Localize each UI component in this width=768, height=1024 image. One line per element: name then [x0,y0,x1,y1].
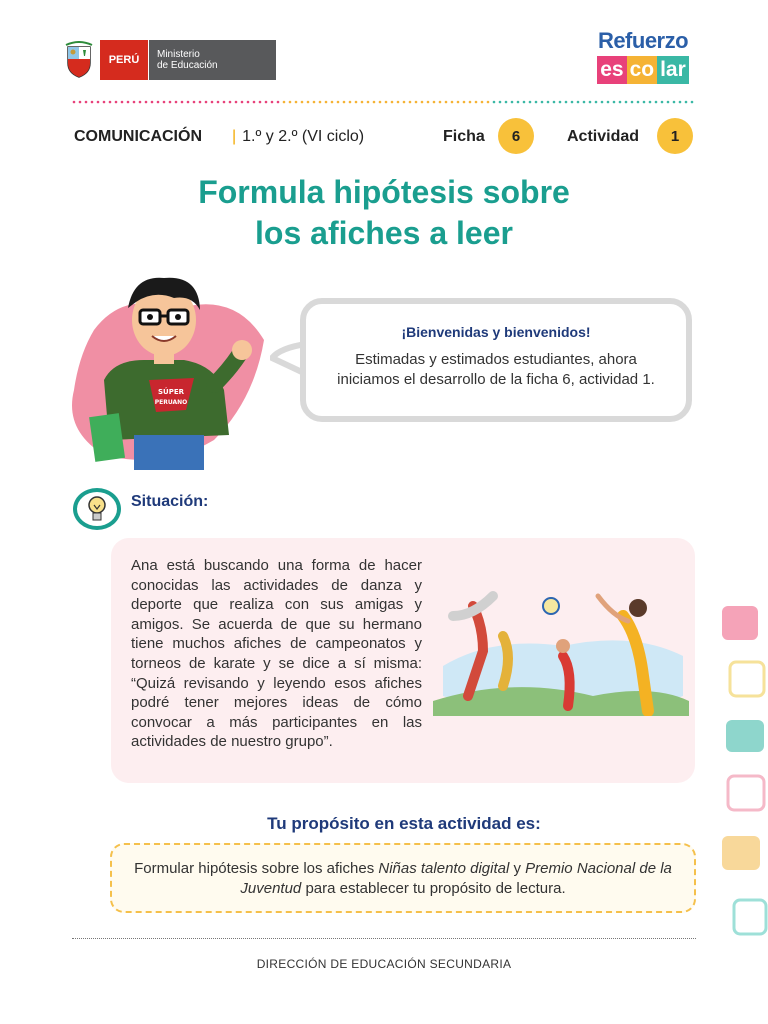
divider-dot [607,101,610,104]
divider-dot [601,101,604,104]
divider-dot [73,101,76,104]
subject-label: COMUNICACIÓN [74,128,202,145]
footer-divider [72,938,696,939]
divider-dot [325,101,328,104]
divider-dot [289,101,292,104]
divider-dot [595,101,598,104]
divider-dot [121,101,124,104]
divider-dot [115,101,118,104]
divider-dot [565,101,568,104]
divider-dot [307,101,310,104]
divider-dot [181,101,184,104]
situation-text: Ana está buscando una forma de hacer conocidas las actividades de danza y deporte que realiza con sus amigas y amigos. Se acuerda de que su hermano tiene muchos afiches de campeonatos y torneos de karate y se dice a sí misma: “Quizá revisando y leyendo esos afiches podré tener mejores ideas de cómo convocar a más participantes en las actividades de nuestro grupo”. [131,557,422,751]
divider-dot [643,101,646,104]
title-line2: los afiches a leer [255,215,513,251]
divider-dot [427,101,430,104]
divider-dot [241,101,244,104]
page-title [120,172,648,254]
welcome-message: Estimadas y estimados estudiantes, ahora iniciamos el desarrollo de la ficha 6, actividad 1. [337,351,655,388]
divider-dot [523,101,526,104]
divider-dot [403,101,406,104]
welcome-speech-bubble [300,298,692,422]
divider-dot [433,101,436,104]
divider-dot [169,101,172,104]
divider-dot [421,101,424,104]
purpose-poster1: Niñas talento digital [378,860,510,877]
header-divider [72,100,696,104]
divider-dot [229,101,232,104]
divider-dot [97,101,100,104]
divider-dot [337,101,340,104]
divider-dot [367,101,370,104]
divider-dot [385,101,388,104]
purpose-poster2: Premio Nacional de la Juventud [240,860,672,897]
divider-dot [163,101,166,104]
refuerzo-escolar-logo [590,28,696,88]
decorative-puzzle-pieces [716,598,768,948]
divider-dot [133,101,136,104]
divider-dot [475,101,478,104]
divider-dot [445,101,448,104]
divider-dot [583,101,586,104]
situation-box [111,538,695,783]
divider-dot [379,101,382,104]
divider-dot [679,101,682,104]
divider-dot [463,101,466,104]
divider-dot [493,101,496,104]
purpose-text-part1: Formular hipótesis sobre los afiches [134,860,379,877]
divider-dot [283,101,286,104]
divider-dot [205,101,208,104]
divider-dot [223,101,226,104]
divider-dot [277,101,280,104]
shirt-logo-line2: PERUANO [154,399,188,406]
divider-dot [253,101,256,104]
divider-dot [355,101,358,104]
divider-dot [139,101,142,104]
divider-dot [625,101,628,104]
divider-dot [547,101,550,104]
divider-dot [667,101,670,104]
ficha-number-badge: 6 [498,118,534,154]
student-character-illustration [64,270,274,470]
shirt-logo-line1: SÚPER [157,388,185,396]
purpose-text [132,859,674,899]
divider-dot [517,101,520,104]
divider-dot [619,101,622,104]
ministry-line1: Ministerio [157,49,200,60]
divider-dot [199,101,202,104]
purpose-text-part3: para establecer tu propósito de lectura. [301,880,566,897]
divider-dot [535,101,538,104]
divider-dot [553,101,556,104]
divider-dot [391,101,394,104]
divider-dot [409,101,412,104]
purpose-title: Tu propósito en esta actividad es: [267,814,541,833]
activity-label: Actividad [567,128,640,145]
divider-dot [373,101,376,104]
divider-dot [631,101,634,104]
divider-dot [361,101,364,104]
divider-dot [319,101,322,104]
situation-title: Situación: [131,493,209,510]
divider-dot [571,101,574,104]
divider-dot [271,101,274,104]
divider-dot [481,101,484,104]
divider-dot [673,101,676,104]
divider-dot [541,101,544,104]
divider-dot [211,101,214,104]
divider-dot [193,101,196,104]
lightbulb-icon [72,486,122,532]
brand-piece-1: es [597,56,626,84]
divider-dot [295,101,298,104]
divider-dot [265,101,268,104]
divider-dot [235,101,238,104]
divider-dot [331,101,334,104]
divider-dot [157,101,160,104]
sports-dance-illustration [433,576,689,716]
divider-dot [85,101,88,104]
divider-dot [691,101,694,104]
welcome-heading: ¡Bienvenidas y bienvenidos! [401,324,591,340]
divider-dot [187,101,190,104]
ministry-line2: de Educación [157,60,218,71]
separator: | [232,128,237,145]
divider-dot [559,101,562,104]
divider-dot [487,101,490,104]
divider-dot [655,101,658,104]
brand-line1: Refuerzo [597,28,689,53]
title-line1: Formula hipótesis sobre [198,174,570,210]
grade-text: 1.º y 2.º (VI ciclo) [242,128,365,145]
ficha-label: Ficha [443,128,485,145]
divider-dot [103,101,106,104]
divider-dot [649,101,652,104]
divider-dot [577,101,580,104]
divider-dot [175,101,178,104]
divider-dot [127,101,130,104]
divider-dot [259,101,262,104]
divider-dot [91,101,94,104]
divider-dot [145,101,148,104]
divider-dot [505,101,508,104]
divider-dot [511,101,514,104]
divider-dot [451,101,454,104]
divider-dot [217,101,220,104]
divider-dot [397,101,400,104]
government-logo [64,40,276,80]
divider-dot [109,101,112,104]
activity-number-badge: 1 [657,118,693,154]
purpose-text-part2: y [509,860,526,877]
footer-text: DIRECCIÓN DE EDUCACIÓN SECUNDARIA [256,957,512,971]
peru-label: PERÚ [100,40,148,80]
divider-dot [613,101,616,104]
divider-dot [529,101,532,104]
coat-of-arms-icon [64,41,94,79]
purpose-box [110,843,696,913]
grade-label [232,128,364,146]
divider-dot [415,101,418,104]
subject-bar [74,124,696,150]
divider-dot [247,101,250,104]
divider-dot [349,101,352,104]
divider-dot [313,101,316,104]
divider-dot [589,101,592,104]
divider-dot [301,101,304,104]
brand-piece-3: lar [657,56,689,84]
brand-line2 [590,56,696,84]
divider-dot [499,101,502,104]
divider-dot [151,101,154,104]
ministry-label [148,40,276,80]
divider-dot [457,101,460,104]
brand-piece-2: co [627,56,658,84]
divider-dot [343,101,346,104]
divider-dot [685,101,688,104]
divider-dot [469,101,472,104]
divider-dot [79,101,82,104]
divider-dot [439,101,442,104]
divider-dot [661,101,664,104]
divider-dot [637,101,640,104]
